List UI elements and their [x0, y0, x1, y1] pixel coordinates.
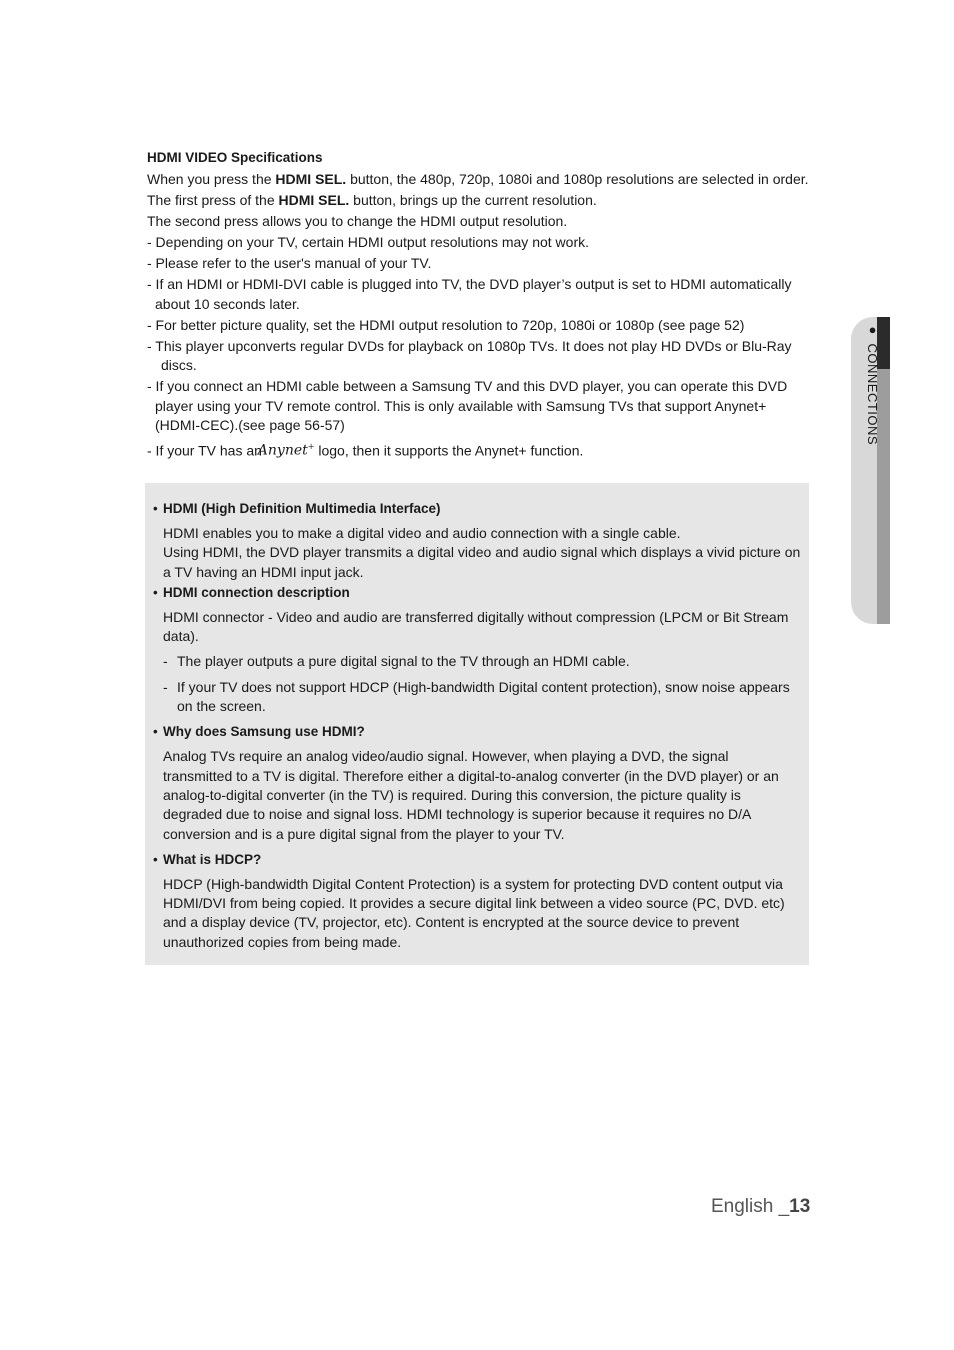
text: button, the 480p, 720p, 1080i and 1080p resolutions are selected in order. [346, 171, 809, 187]
title-text: What is HDCP? [163, 851, 262, 867]
hdcp-title [153, 850, 801, 869]
connection-title [153, 583, 801, 602]
text: logo, then it supports the Anynet+ function. [314, 442, 584, 459]
footer-language: English _ [711, 1196, 790, 1217]
anynet-logo [257, 437, 315, 461]
chapter-label [862, 322, 880, 472]
dash-text: If your TV does not support HDCP (High-bandwidth Digital content protection), snow noise appears on the screen. [177, 678, 790, 715]
spec-bullet: - Please refer to the user's manual of your TV. [147, 255, 432, 271]
anynet-logo-plus: + [307, 442, 315, 451]
bullet-icon: • [153, 724, 158, 740]
section-heading: HDMI VIDEO Specifications [147, 150, 323, 165]
spec-bullet: - If you connect an HDMI cable between a Samsung TV and this DVD player, you can operate this DVD player using your TV remote control. This is only available with Samsung TVs that support Anynet+(HDMI-CEC).(see page 56-57) [147, 378, 788, 433]
chapter-label-text: CONNECTIONS [865, 343, 880, 446]
dash: - [163, 678, 168, 695]
paragraph: Analog TVs require an analog video/audio signal. However, when playing a DVD, the signal transmitted to a TV is digital. Therefore either a digital-to-analog converter (in the DVD player) or an analog-to-digital converter (in the TV) is required. During this conversion, the picture quality is degraded due to noise and signal loss. HDMI technology is superior because it requires no D/A conversion and is a pure digital signal from the player to your TV. [163, 748, 779, 842]
anynet-logo-text: Anynet [257, 442, 308, 459]
hdcp-description [163, 875, 801, 952]
hdmi-description [163, 524, 801, 582]
why-description [163, 747, 801, 843]
spec-bullet-anynet [147, 437, 807, 461]
connection-dash-item [163, 652, 801, 671]
bullet-icon: • [153, 584, 158, 600]
paragraph: HDMI connector - Video and audio are transferred digitally without compression (LPCM or Bit Stream data). [163, 608, 789, 645]
spec-paragraph-3: The second press allows you to change the HDMI output resolution. [147, 213, 568, 229]
spec-bullet: - Depending on your TV, certain HDMI output resolutions may not work. [147, 234, 589, 250]
paragraph: HDCP (High-bandwidth Digital Content Protection) is a system for protecting DVD content output via HDMI/DVI from being copied. It provides a secure digital link between a video source (PC, DVD. etc) and a display device (TV, projector, etc). Content is encrypted at the source device to prevent unauthorized copies from being made. [163, 875, 785, 950]
connection-description [163, 608, 801, 647]
hdmi-info-box [145, 483, 809, 965]
text: button, brings up the current resolution. [349, 192, 597, 208]
page-number: 13 [789, 1196, 811, 1217]
connection-dash-item [163, 678, 801, 717]
why-title [153, 722, 801, 741]
title-text: HDMI (High Definition Multimedia Interface) [163, 501, 441, 516]
text: When you press the [147, 171, 276, 187]
dash: - [163, 653, 168, 670]
paragraph: HDMI enables you to make a digital video and audio connection with a single cable. [163, 525, 681, 541]
spec-paragraph-1 [147, 170, 807, 189]
spec-bullet: - If an HDMI or HDMI-DVI cable is plugged into TV, the DVD player’s output is set to HDMI automatically about 10 seconds later. [147, 276, 792, 312]
spec-bullet: - For better picture quality, set the HDMI output resolution to 720p, 1080i or 1080p (see page 52) [147, 316, 745, 333]
paragraph: Using HDMI, the DVD player transmits a digital video and audio signal which displays a vivid picture on a TV having an HDMI input jack. [163, 544, 801, 580]
dash-text: The player outputs a pure digital signal to the TV through an HDMI cable. [177, 653, 630, 670]
hdmi-video-specifications [147, 148, 807, 463]
bullet-icon: • [153, 501, 158, 516]
button-name: HDMI SEL. [275, 171, 347, 187]
page-footer [711, 1196, 810, 1218]
bullet-icon: • [153, 851, 158, 867]
title-text: Why does Samsung use HDMI? [163, 724, 365, 740]
text: The first press of the [147, 192, 279, 208]
bullet-circle-icon: ● [865, 322, 880, 338]
button-name: HDMI SEL. [278, 192, 350, 208]
hdmi-title [153, 499, 801, 518]
title-text: HDMI connection description [163, 584, 350, 600]
spec-bullet: - This player upconverts regular DVDs for playback on 1080p TVs. It does not play HD DVDs or Blu-Ray discs. [147, 337, 792, 373]
spec-paragraph-2 [147, 191, 807, 210]
text: - If your TV has an [147, 442, 266, 459]
